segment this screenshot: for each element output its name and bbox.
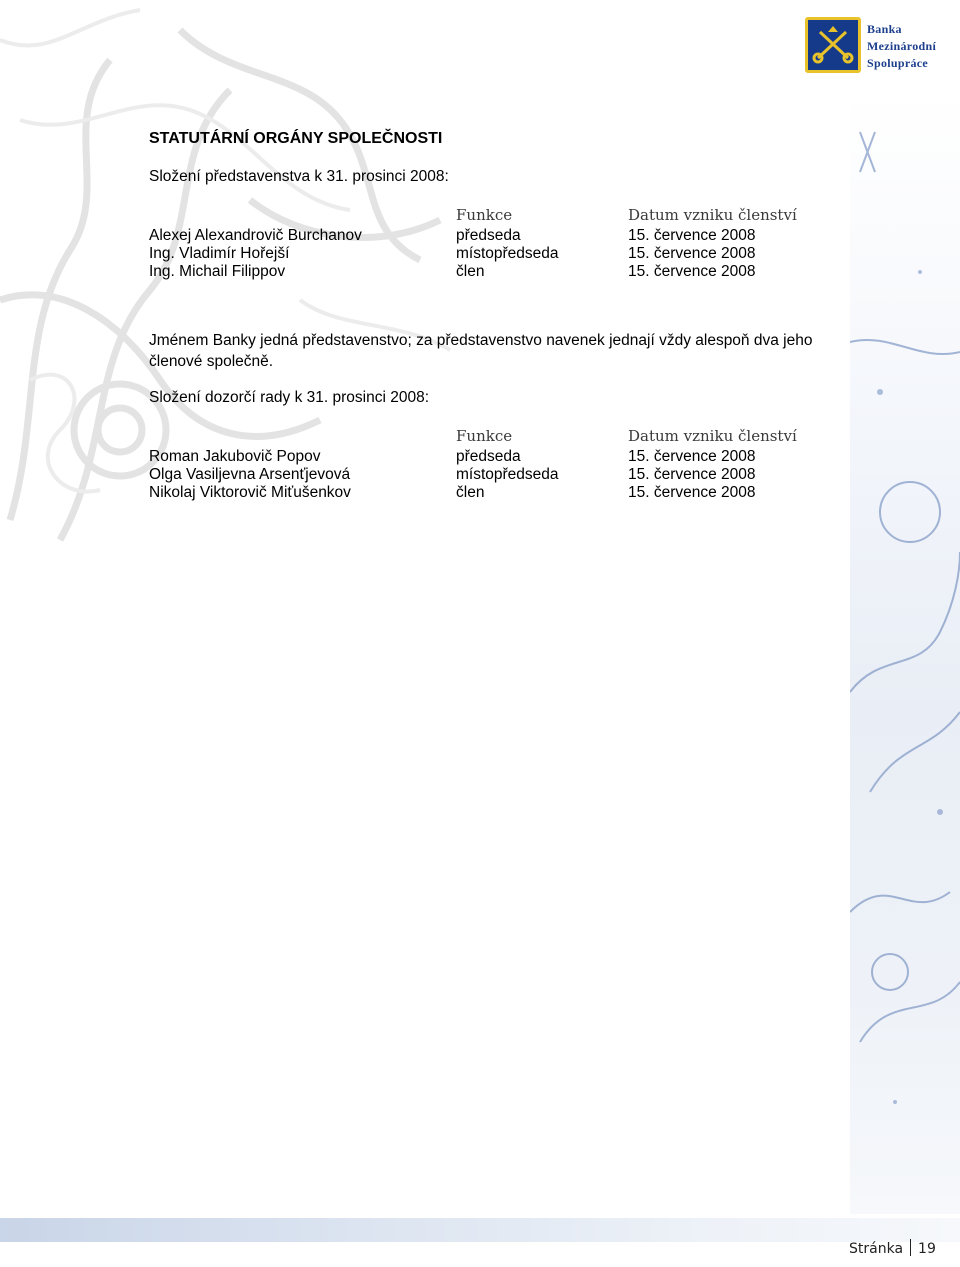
member-date: 15. července 2008 [628,227,756,244]
member-function: předseda [456,448,521,465]
member-name: Olga Vasiljevna Arsenťjevová [149,466,351,483]
member-function: místopředseda [456,466,559,483]
board-table-header [149,206,818,227]
logo-line-1: Banka [867,22,902,36]
board-subheading: Složení představenstva k 31. prosinci 2008: [149,168,449,185]
page-title: STATUTÁRNÍ ORGÁNY SPOLEČNOSTI [149,130,443,147]
member-date: 15. července 2008 [628,466,756,483]
column-header-function: Funkce [456,206,513,224]
page-number: 19 [918,1241,936,1257]
representation-paragraph: Jménem Banky jedná představenstvo; za představenstvo navenek jednají vždy alespoň dva jeho členové společně. [149,332,813,370]
keys-emblem-icon [805,17,861,73]
footer-bar [0,1218,960,1242]
decorative-side-strip [850,92,960,1214]
page-word: Stránka [849,1241,904,1257]
member-name: Roman Jakubovič Popov [149,448,321,465]
page-number-label [849,1239,936,1257]
bank-logo [803,17,953,77]
board-table [149,206,818,281]
member-function: člen [456,263,485,280]
column-header-function: Funkce [456,427,513,445]
supervisory-subheading: Složení dozorčí rady k 31. prosinci 2008: [149,389,430,406]
table-row [149,484,818,502]
table-row [149,245,818,263]
page-separator [910,1239,911,1256]
column-header-date: Datum vzniku členství [628,206,797,224]
supervisory-table [149,427,818,502]
table-row [149,448,818,466]
member-name: Ing. Vladimír Hořejší [149,245,290,262]
member-date: 15. července 2008 [628,245,756,262]
logo-line-2: Mezinárodní [867,39,937,53]
table-row [149,466,818,484]
member-function: předseda [456,227,521,244]
supervisory-table-header [149,427,818,448]
member-name: Nikolaj Viktorovič Miťušenkov [149,484,351,501]
member-function: místopředseda [456,245,559,262]
member-date: 15. července 2008 [628,484,756,501]
member-name: Alexej Alexandrovič Burchanov [149,227,362,244]
table-row [149,227,818,245]
member-function: člen [456,484,485,501]
logo-line-3: Spolupráce [867,56,929,70]
member-date: 15. července 2008 [628,448,756,465]
column-header-date: Datum vzniku členství [628,427,797,445]
member-date: 15. července 2008 [628,263,756,280]
table-row [149,263,818,281]
member-name: Ing. Michail Filippov [149,263,286,280]
